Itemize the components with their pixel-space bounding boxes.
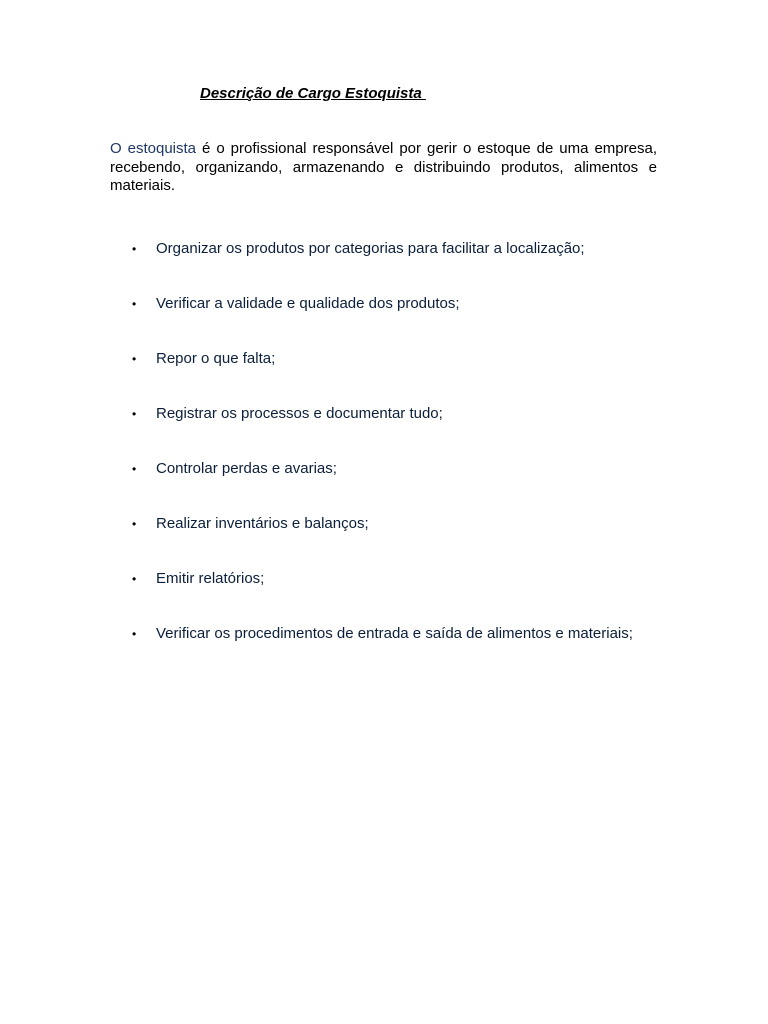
- duty-text: Repor o que falta;: [156, 350, 276, 367]
- document-title: Descrição de Cargo Estoquista: [200, 85, 426, 102]
- list-item: [110, 458, 710, 513]
- intro-body-text: é o profissional responsável por gerir o estoque de uma empresa, recebendo, organizando, armazenando e distribuindo produtos, alimentos e materiais.: [110, 140, 657, 194]
- duty-text: Emitir relatórios;: [156, 570, 265, 587]
- duty-text: Controlar perdas e avarias;: [156, 460, 337, 477]
- list-item: [110, 403, 710, 458]
- duty-text: Realizar inventários e balanços;: [156, 515, 369, 532]
- duty-text: Verificar a validade e qualidade dos produtos;: [156, 295, 460, 312]
- list-item: [110, 513, 710, 568]
- bullet-icon: •: [132, 572, 137, 586]
- bullet-icon: •: [132, 407, 137, 421]
- duty-text: Registrar os processos e documentar tudo;: [156, 405, 443, 422]
- list-item: [110, 238, 710, 293]
- bullet-icon: •: [132, 462, 137, 476]
- bullet-icon: •: [132, 352, 137, 366]
- intro-paragraph: [110, 140, 657, 196]
- bullet-icon: •: [132, 627, 137, 641]
- duty-text: Organizar os produtos por categorias para facilitar a localização;: [156, 240, 585, 257]
- duties-list: [110, 238, 710, 678]
- duty-text: Verificar os procedimentos de entrada e saída de alimentos e materiais;: [156, 625, 633, 642]
- list-item: [110, 348, 710, 403]
- bullet-icon: •: [132, 517, 137, 531]
- bullet-icon: •: [132, 297, 137, 311]
- bullet-icon: •: [132, 242, 137, 256]
- list-item: [110, 623, 710, 678]
- list-item: [110, 293, 710, 348]
- intro-lead-term: O estoquista: [110, 140, 197, 157]
- list-item: [110, 568, 710, 623]
